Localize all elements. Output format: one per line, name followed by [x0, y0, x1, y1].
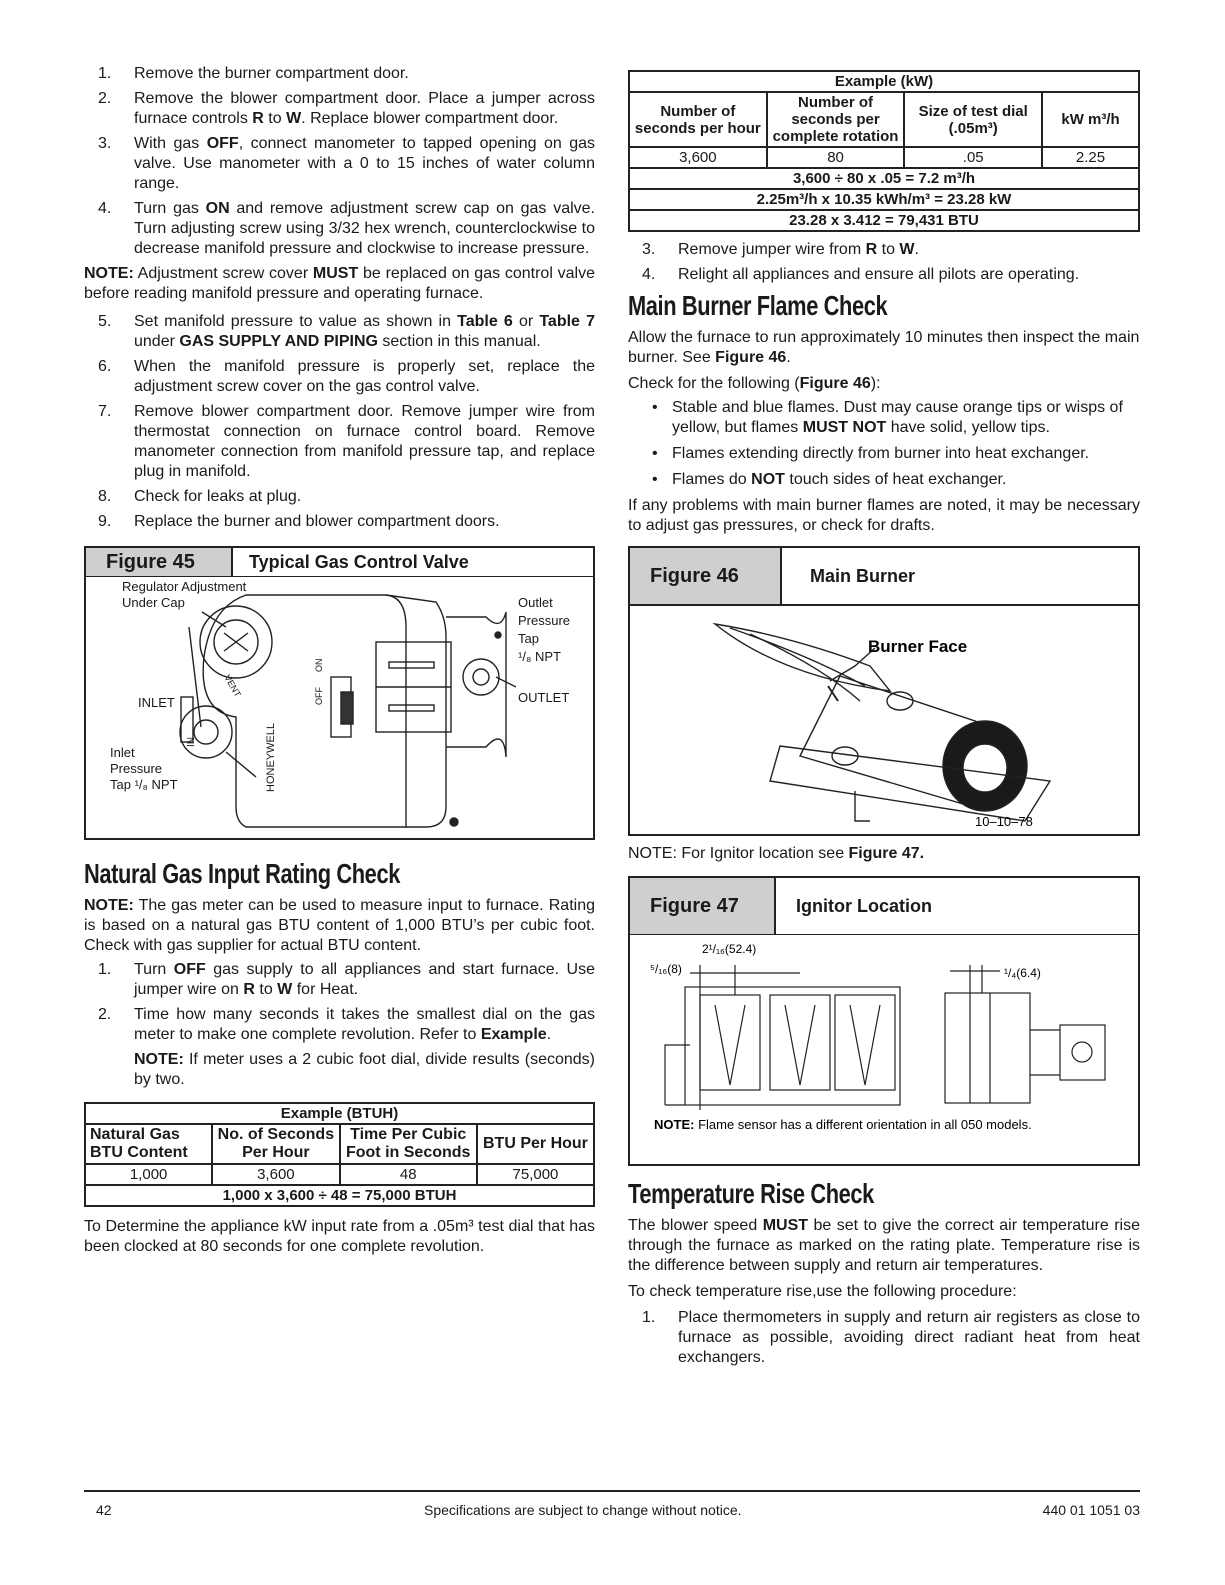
steps-d	[628, 240, 1140, 285]
kw-head-1: Number of seconds per complete rotation	[767, 92, 905, 147]
note-ignitor: NOTE: For Ignitor location see Figure 47.	[628, 845, 925, 862]
list-item: 3. Remove jumper wire from R to W.	[642, 241, 919, 258]
btuh-cell-2: 48	[340, 1164, 477, 1185]
bullet-item: • Flames do NOT touch sides of heat exchanger.	[628, 470, 1140, 490]
list-item: 4. Turn gas ON and remove adjustment screw cap on gas valve. Turn adjusting screw using 3/32 hex wrench, counterclockwise to decrease manifold pressure and clockwise to increase pressure.	[98, 200, 595, 257]
list-item: 9. Replace the burner and blower compartment doors.	[98, 513, 500, 530]
kw-title: Example (kW)	[629, 71, 1139, 92]
list-item: 2. Remove the blower compartment door. Place a jumper across furnace controls R to W. Replace blower compartment door.	[98, 90, 595, 127]
list-item: 2. Time how many seconds it takes the smallest dial on the gas meter to make one complete revolution. Refer to Example.	[98, 1006, 595, 1043]
steps-b	[84, 312, 595, 532]
figure-45-title: Typical Gas Control Valve	[231, 548, 469, 576]
kw-intro: To Determine the appliance kW input rate from a .05m³ test dial that has been clocked at 80 seconds for one complete revolution.	[84, 1218, 595, 1255]
label-outlet-pressure-4: ¹/₈ NPT	[518, 649, 561, 664]
figure-47	[628, 876, 1140, 1166]
btuh-title: Example (BTUH)	[85, 1103, 594, 1124]
figure-46-title: Main Burner	[810, 565, 916, 586]
kw-cell-2: .05	[904, 147, 1042, 168]
note-two-cubic: NOTE: If meter uses a 2 cubic foot dial, divide results (seconds) by two.	[134, 1051, 595, 1088]
label-inlet-pressure-1: Inlet	[110, 745, 135, 760]
figure-45-header	[86, 548, 593, 577]
label-off: OFF	[314, 687, 324, 705]
list-item: 1. Remove the burner compartment door.	[98, 65, 409, 82]
gas-valve-diagram	[86, 577, 593, 835]
heading-main-burner: Main Burner Flame Check	[628, 290, 888, 321]
kw-head-2: Size of test dial (.05m³)	[904, 92, 1042, 147]
label-reg-adjust: Regulator Adjustment	[122, 579, 247, 594]
dim-1-4: ¹/₄(6.4)	[1004, 966, 1041, 980]
example-kw-table	[628, 70, 1140, 232]
label-outlet-pressure-2: Pressure	[518, 613, 571, 628]
kw-cell-1: 80	[767, 147, 905, 168]
footer-disclaimer: Specifications are subject to change without notice.	[424, 1502, 742, 1518]
flame-bullets	[628, 398, 1140, 490]
page-footer	[84, 1490, 1140, 1518]
note-adjustment: NOTE: Adjustment screw cover MUST be replaced on gas control valve before reading manifold pressure and operating furnace.	[84, 265, 596, 302]
label-inlet-pressure-2: Pressure	[110, 761, 163, 776]
figure-46-header	[630, 548, 1138, 604]
note-gas-meter: NOTE: The gas meter can be used to measure input to furnace. Rating is based on a natural gas BTU content of 1,000 BTU’s per cubic foot. Check with gas supplier for actual BTU content.	[84, 897, 595, 954]
kw-calc-3: 23.28 x 3.412 = 79,431 BTU	[629, 210, 1139, 231]
steps-a	[84, 64, 595, 259]
btuh-head-3: BTU Per Hour	[477, 1124, 594, 1164]
figure-45-tag: Figure 45	[86, 548, 231, 576]
label-burner-face: Burner Face	[868, 637, 968, 656]
right-column	[628, 70, 1140, 1373]
heading-natural-gas: Natural Gas Input Rating Check	[84, 858, 400, 889]
kw-head-0: Number of seconds per hour	[629, 92, 767, 147]
label-outlet: OUTLET	[518, 690, 570, 705]
heading-temperature-rise: Temperature Rise Check	[628, 1178, 874, 1209]
figure-45	[84, 546, 595, 840]
btuh-cell-3: 75,000	[477, 1164, 594, 1185]
figure-47-header	[630, 878, 1138, 935]
label-vent: VENT	[222, 673, 243, 699]
list-item: 1. Place thermometers in supply and return air registers as close to furnace as possible, avoiding direct radiant heat from heat exchangers.	[642, 1309, 1140, 1366]
label-inlet-pressure-3: Tap ¹/₈ NPT	[110, 777, 178, 792]
ignitor-location-diagram	[630, 935, 1138, 1135]
list-item: 7. Remove blower compartment door. Remove jumper wire from thermostat connection on furnace control board. Remove manometer connection from manifold pressure tap, and replace plug in manifold.	[98, 403, 595, 480]
flame-problems: If any problems with main burner flames are noted, it may be necessary to adjust gas pressures, or check for drafts.	[628, 497, 1140, 534]
flame-intro: Allow the furnace to run approximately 10 minutes then inspect the main burner. See Figure 46.	[628, 329, 1140, 366]
kw-calc-2: 2.25m³/h x 10.35 kWh/m³ = 23.28 kW	[629, 189, 1139, 210]
figure-47-tag: Figure 47	[630, 878, 776, 934]
btuh-head-1: No. of Seconds Per Hour	[212, 1124, 339, 1164]
steps-e	[628, 1308, 1140, 1368]
list-item: 4. Relight all appliances and ensure all pilots are operating.	[642, 266, 1080, 283]
figure-47-note: NOTE: Flame sensor has a different orientation in all 050 models.	[654, 1117, 1032, 1132]
btuh-head-0: Natural Gas BTU Content	[85, 1124, 212, 1164]
list-item: 1. Turn OFF gas supply to all appliances and start furnace. Use jumper wire on R to W for Heat.	[98, 961, 596, 998]
label-on: ON	[314, 658, 324, 672]
steps-c	[84, 960, 595, 1045]
list-item: 6. When the manifold pressure is properly set, replace the adjustment screw cover on the gas control valve.	[98, 358, 595, 395]
figure-47-title: Ignitor Location	[796, 895, 932, 916]
kw-cell-3: 2.25	[1042, 147, 1139, 168]
label-inlet: INLET	[138, 695, 175, 710]
list-item: 8. Check for leaks at plug.	[98, 488, 302, 505]
example-btuh-table	[84, 1102, 595, 1207]
btuh-cell-0: 1,000	[85, 1164, 212, 1185]
figure-46-tag: Figure 46	[630, 548, 782, 604]
bullet-item: • Stable and blue flames. Dust may cause orange tips or wisps of yellow, but flames MUST NOT have solid, yellow tips.	[628, 398, 1140, 438]
temp-intro: The blower speed MUST be set to give the correct air temperature rise through the furnace as marked on the rating plate. Temperature rise is the difference between supply and return air temperatures.	[628, 1217, 1140, 1274]
figure-46-code: 10–10–78	[975, 814, 1033, 829]
main-burner-diagram	[630, 606, 1138, 832]
bullet-item: • Flames extending directly from burner into heat exchanger.	[628, 444, 1140, 464]
kw-head-3: kW m³/h	[1042, 92, 1139, 147]
left-column	[84, 64, 595, 1257]
figure-46	[628, 546, 1140, 836]
label-in: IN	[186, 737, 197, 747]
btuh-cell-1: 3,600	[212, 1164, 339, 1185]
flame-check: Check for the following (Figure 46):	[628, 375, 881, 392]
btuh-head-2: Time Per Cubic Foot in Seconds	[340, 1124, 477, 1164]
label-outlet-pressure-3: Tap	[518, 631, 539, 646]
kw-cell-0: 3,600	[629, 147, 767, 168]
document-number: 440 01 1051 03	[1042, 1502, 1140, 1518]
btuh-calc: 1,000 x 3,600 ÷ 48 = 75,000 BTUH	[85, 1185, 594, 1206]
list-item: 5. Set manifold pressure to value as shown in Table 6 or Table 7 under GAS SUPPLY AND PIPING section in this manual.	[98, 313, 595, 350]
label-under-cap: Under Cap	[122, 595, 185, 610]
dim-2-1-16: 2¹/₁₆(52.4)	[702, 942, 757, 956]
kw-calc-1: 3,600 ÷ 80 x .05 = 7.2 m³/h	[629, 168, 1139, 189]
dim-5-16: ⁵/₁₆(8)	[650, 962, 682, 976]
list-item: 3. With gas OFF, connect manometer to tapped opening on gas valve. Use manometer with a 0 to 15 inches of water column range.	[98, 135, 596, 192]
label-outlet-pressure-1: Outlet	[518, 595, 553, 610]
label-honeywell: HONEYWELL	[265, 722, 277, 792]
page-number: 42	[96, 1502, 112, 1518]
temp-procedure: To check temperature rise,use the following procedure:	[628, 1283, 1017, 1300]
